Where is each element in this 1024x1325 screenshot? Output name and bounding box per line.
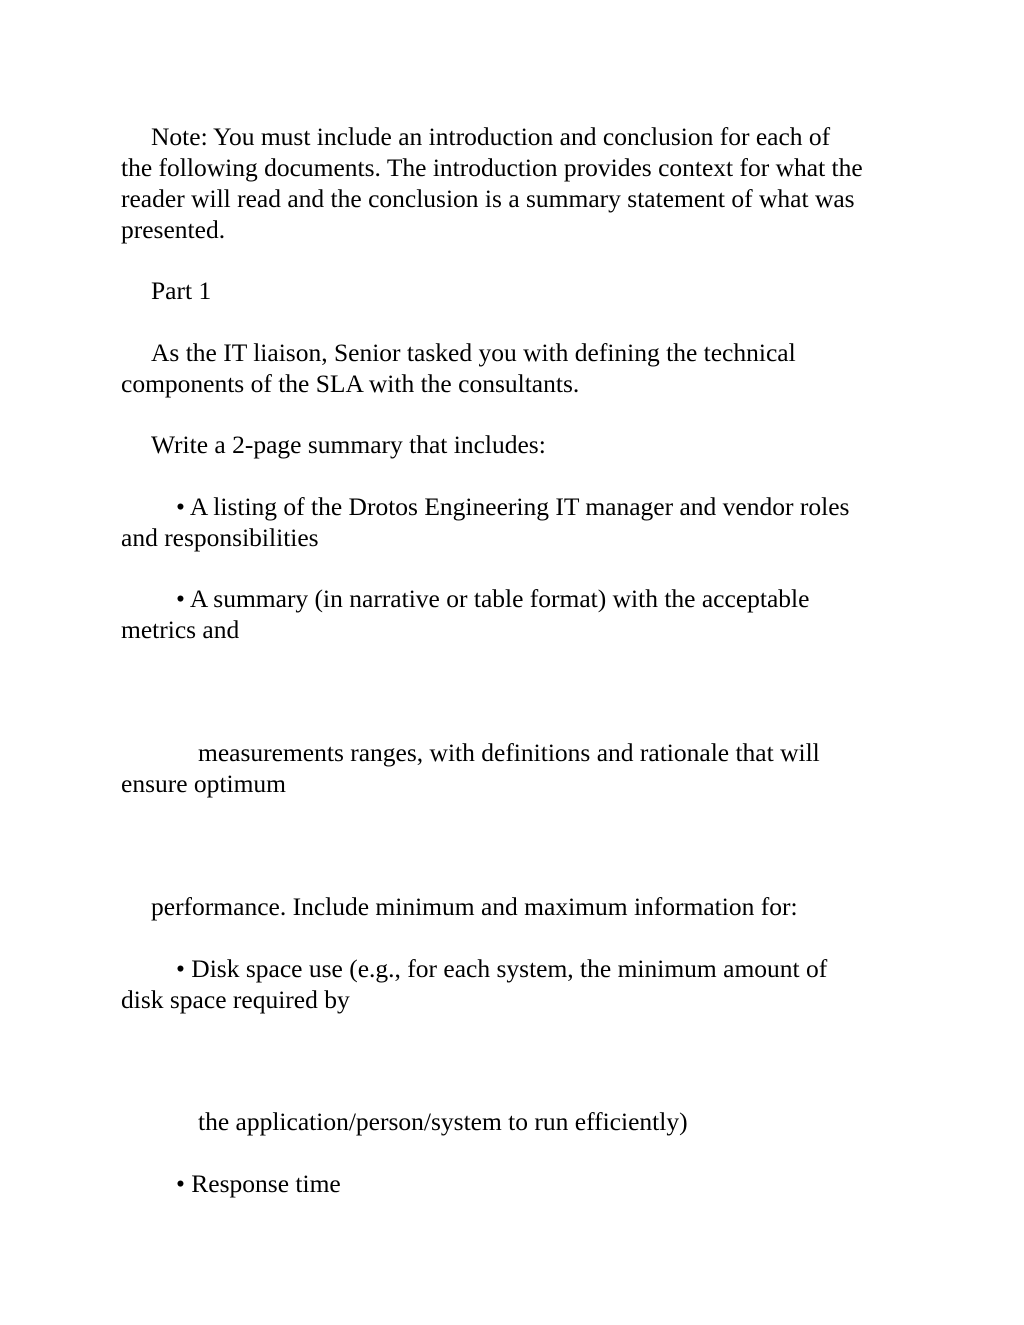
note-line-1: Note: You must include an introduction and conclusion for each of [151, 122, 831, 151]
bullet-summary-line-1: • A summary (in narrative or table format) with the acceptable [176, 584, 810, 613]
task-line-1: As the IT liaison, Senior tasked you with defining the technical [151, 338, 796, 367]
bullet-summary-line-2: metrics and [121, 615, 240, 644]
performance-line: performance. Include minimum and maximum information for: [151, 892, 798, 921]
measurements-line-1: measurements ranges, with definitions and rationale that will [198, 738, 820, 767]
note-line-2: the following documents. The introduction provides context for what the [121, 153, 863, 182]
bullet-disk-line-2: disk space required by [121, 985, 350, 1014]
bullet-disk-line-1: • Disk space use (e.g., for each system, the minimum amount of [176, 954, 828, 983]
disk-continuation-line: the application/person/system to run efficiently) [198, 1107, 688, 1136]
task-line-2: components of the SLA with the consultants. [121, 369, 580, 398]
bullet-roles-line-1: • A listing of the Drotos Engineering IT manager and vendor roles [176, 492, 850, 521]
bullet-response-time: • Response time [176, 1169, 341, 1198]
note-line-3: reader will read and the conclusion is a summary statement of what was [121, 184, 855, 213]
instruction-line: Write a 2-page summary that includes: [151, 430, 546, 459]
bullet-roles-line-2: and responsibilities [121, 523, 319, 552]
note-line-4: presented. [121, 215, 226, 244]
part-heading: Part 1 [151, 276, 212, 305]
measurements-line-2: ensure optimum [121, 769, 287, 798]
